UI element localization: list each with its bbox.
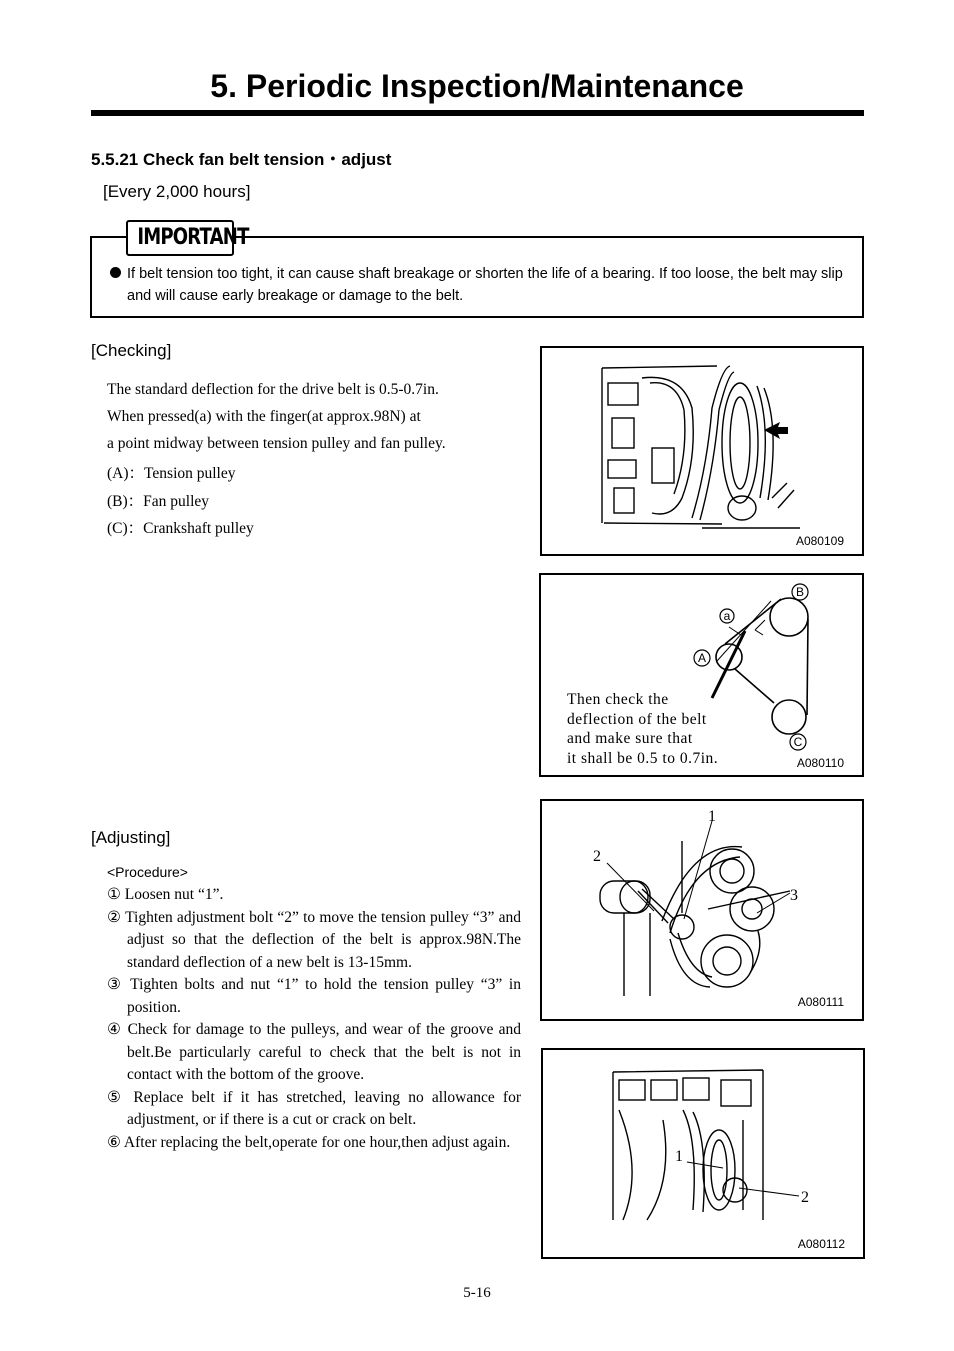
- label-tension-pulley: A: [697, 651, 707, 665]
- label-crankshaft-pulley: C: [793, 735, 803, 749]
- note-line: deflection of the belt: [567, 710, 707, 728]
- figure-engine-belt: [540, 346, 864, 556]
- figure-tension-adjust: [540, 799, 864, 1021]
- figure-code: A080112: [797, 1237, 845, 1251]
- checking-line: a point midway between tension pulley and fan pulley.: [107, 435, 446, 452]
- checking-line: When pressed(a) with the finger(at approx.98N) at: [107, 408, 421, 425]
- label-bolt-2: 2: [593, 848, 601, 865]
- label-a: a: [723, 609, 731, 623]
- title-rule: [91, 110, 864, 116]
- procedure-label: <Procedure>: [107, 864, 188, 880]
- checking-line: The standard deflection for the drive belt is 0.5-0.7in.: [107, 381, 439, 398]
- engine-belt-drawing: [542, 348, 862, 554]
- procedure-steps: [107, 884, 521, 1154]
- important-badge: [126, 220, 249, 256]
- checking-line: (B)：Fan pulley: [107, 493, 210, 510]
- figure-bolts-detail: [541, 1048, 865, 1259]
- procedure-step: ③ Tighten bolts and nut “1” to hold the tension pulley “3” in position.: [107, 976, 521, 1016]
- crankshaft-pulley: [772, 700, 806, 734]
- tension-adjust-drawing: [542, 801, 862, 1019]
- note-line: and make sure that: [567, 730, 693, 747]
- note-line: it shall be 0.5 to 0.7in.: [567, 749, 719, 767]
- procedure-step: ① Loosen nut “1”.: [107, 886, 224, 903]
- interval-label: [Every 2,000 hours]: [103, 182, 251, 201]
- procedure-step: ② Tighten adjustment bolt “2” to move the tension pulley “3” and adjust so that the deflection of the belt is approx.98N.The standard deflection of a new belt is 13-15mm.: [107, 908, 521, 971]
- procedure-step: ⑤ Replace belt if it has stretched, leaving no allowance for adjustment, or if there is a cut or crack on belt.: [107, 1088, 521, 1128]
- procedure-step: ⑥ After replacing the belt,operate for one hour,then adjust again.: [107, 1133, 511, 1151]
- figure-code: A080110: [796, 756, 844, 770]
- important-text: If belt tension too tight, it can cause shaft breakage or shorten the life of a bearing. If too loose, the belt may slip and will cause early breakage or damage to the belt.: [127, 266, 843, 304]
- adjusting-heading: [Adjusting]: [91, 828, 171, 847]
- important-badge-label: IMPORTANT: [137, 225, 249, 250]
- checking-heading: [Checking]: [91, 341, 172, 360]
- label-nut-1: 1: [708, 808, 716, 825]
- procedure-step: ④ Check for damage to the pulleys, and wear of the groove and belt.Be particularly careful to check that the belt is not in contact with the bottom of the groove.: [107, 1021, 521, 1083]
- figure-code: A080109: [795, 534, 844, 548]
- label-tension-pulley-3: 3: [790, 887, 798, 904]
- figure-code: A080111: [797, 995, 844, 1009]
- page-title: 5. Periodic Inspection/Maintenance: [210, 68, 744, 104]
- label-fan-pulley: B: [795, 585, 805, 599]
- press-arrow-icon: [764, 422, 788, 439]
- page-number: 5-16: [463, 1285, 491, 1301]
- checking-line: (C)：Crankshaft pulley: [107, 520, 254, 537]
- section-heading: 5.5.21 Check fan belt tension・adjust: [91, 150, 392, 169]
- note-line: Then check the: [567, 691, 669, 708]
- label-bolt-1: 1: [675, 1148, 683, 1165]
- figure-belt-deflection: [539, 573, 864, 777]
- deflection-note: [567, 690, 718, 768]
- checking-line: (A)：Tension pulley: [107, 465, 236, 482]
- bolts-detail-drawing: [543, 1050, 863, 1257]
- label-bolt-2: 2: [801, 1189, 809, 1206]
- bullet-icon: [110, 267, 121, 278]
